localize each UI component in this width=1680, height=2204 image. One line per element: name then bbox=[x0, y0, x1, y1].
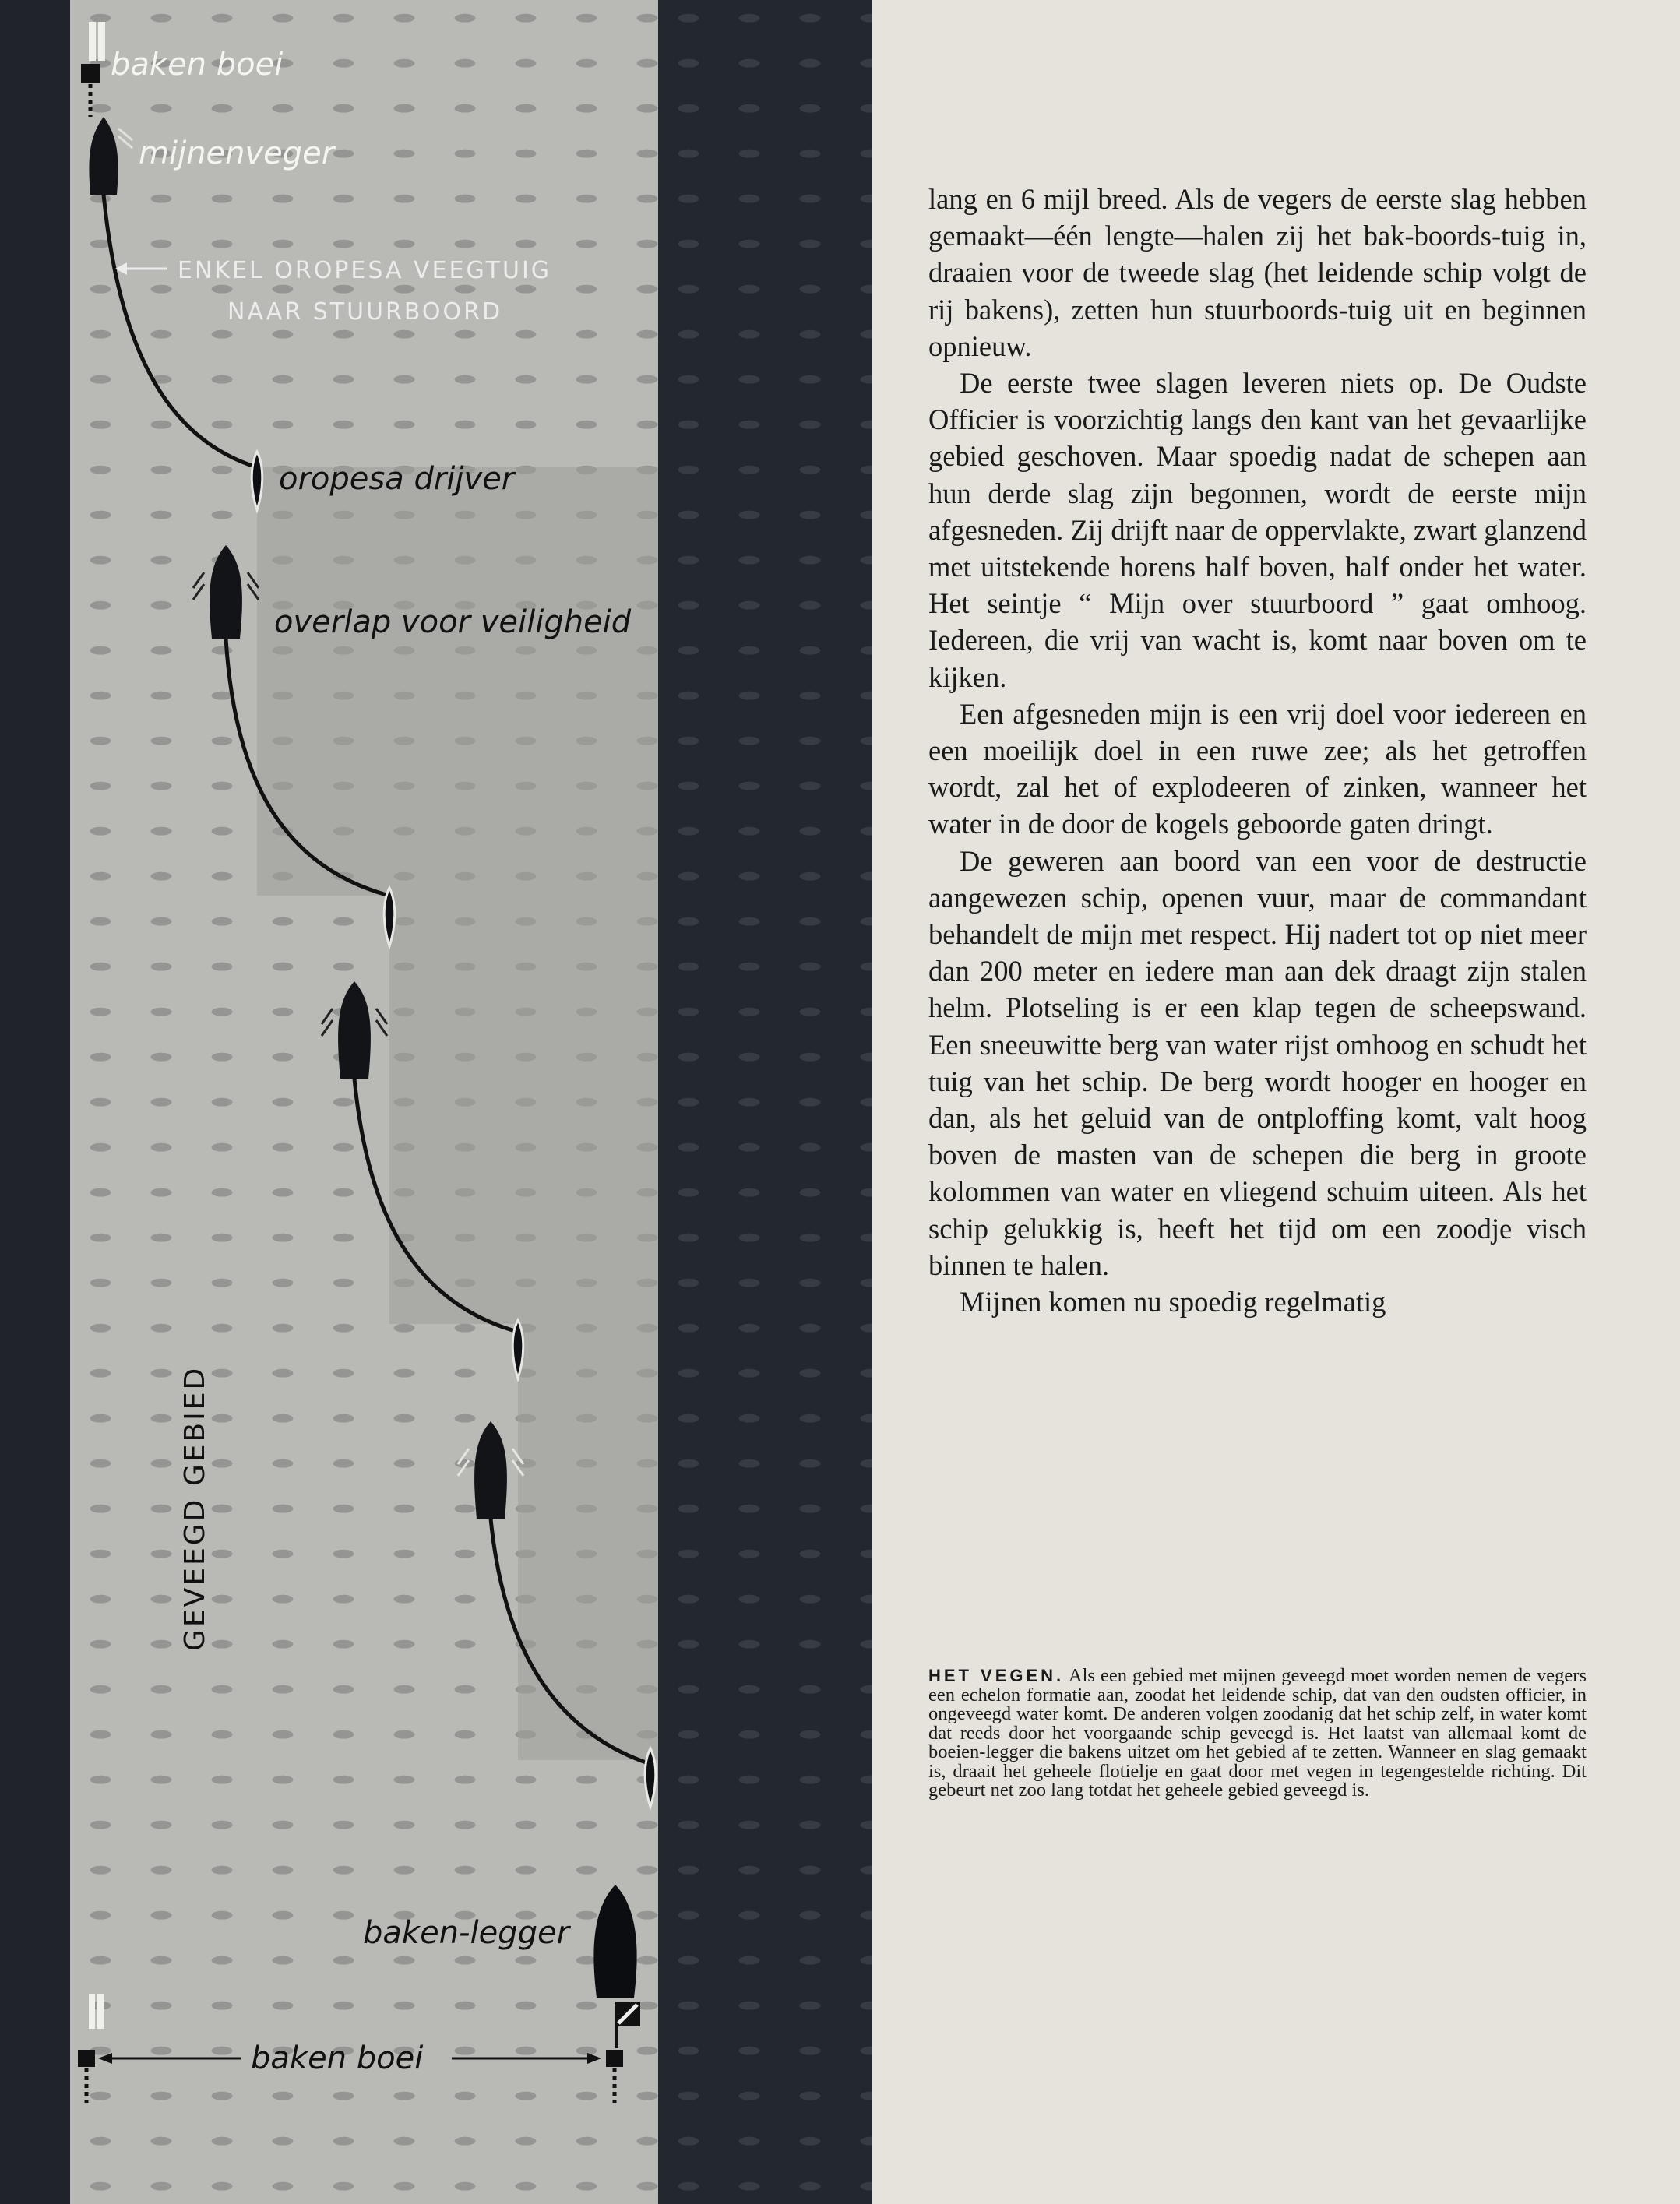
paragraph: Mijnen komen nu spoedig regelmatig bbox=[960, 1286, 1386, 1319]
text-page bbox=[872, 0, 1680, 2204]
minesweeper-label: mijnenveger bbox=[139, 136, 335, 171]
oropesa-float-icon bbox=[645, 1748, 656, 1807]
sweep-wire bbox=[104, 195, 257, 467]
bottom-buoy-label: baken boei bbox=[251, 2040, 424, 2076]
swept-area-shading bbox=[257, 467, 658, 1760]
buoy-layer-label: baken-legger bbox=[363, 1915, 570, 1951]
paragraph: De geweren aan boord van een voor de destructie aangewezen schip, openen vuur, maar de commandant behandelt de mijn met respect. Hij nadert tot op niet meer dan 200 meter en iedere man aan dek draagt zijn stalen helm. Plotseling is er een klap tegen de scheepswand. Een sneeuwitte berg van water rijst omhoog en schudt het tuig van het schip. De berg wordt hooger en hooger en dan, als het geluid van de ontploffing komt, valt hoog boven de masten van de schepen die berg in groote kolommen van water en vliegend schuim uiteen. Als het schip gelukkig is, heeft het tijd om een zoodje visch binnen te halen. bbox=[928, 844, 1587, 1281]
top-buoy-label: baken boei bbox=[111, 47, 284, 83]
bottom-left-buoy-icon bbox=[78, 1994, 104, 2103]
dimension-arrow-right bbox=[587, 2053, 601, 2064]
paragraph: lang en 6 mijl breed. Als de vegers de eerste slag hebben gemaakt—één lengte—halen zij het bak-boords-tuig in, draaien voor de tweede slag (het leidende schip volgt de rij bakens), zetten hun stuurboords-tuig uit en beginnen opnieuw. bbox=[928, 183, 1587, 362]
buoy-layer-ship-icon bbox=[593, 1885, 636, 1998]
bottom-right-buoy-icon bbox=[606, 2002, 640, 2103]
sweeper-ship-3-icon bbox=[322, 981, 387, 1079]
body-text bbox=[928, 181, 1587, 1320]
caption-title: HET VEGEN. bbox=[928, 1666, 1065, 1685]
sweeper-ship-4-icon bbox=[458, 1421, 523, 1519]
paragraph: Een afgesneden mijn is een vrij doel voor iedereen en een moeilijk doel in een ruwe zee; als het getroffen wordt, zal het of explodeeren of zinken, wanneer het water in de door de kogels geboorde gaten dringt. bbox=[928, 697, 1587, 840]
top-buoy-icon bbox=[81, 22, 105, 117]
dimension-arrow-left bbox=[98, 2053, 112, 2064]
overlap-label: overlap voor veiligheid bbox=[274, 604, 632, 640]
caption-text: Als een gebied met mijnen geveegd moet worden nemen de vegers een echelon formatie aan, zoodat het leidende schip, dat van den oudsten officier, in ongeveegd water komt. De anderen volgen zoodanig dat het schip zelf, in water komt dat reeds door het voorgaande schip geveegd is. Het laatst van allemaal komt de boeien-legger die bakens uitzet om het gebied af te zetten. Wanneer en slag gemaakt is, draait het geheele flotielje en gaat door met vegen in tegengestelde richting. Dit gebeurt net zoo lang totdat het geheele gebied geveegd is. bbox=[928, 1665, 1587, 1801]
float-label: oropesa drijver bbox=[279, 461, 515, 497]
sweeper-ship-2-icon bbox=[193, 545, 259, 639]
gear-label-line2: NAAR STUURBOORD bbox=[227, 298, 503, 326]
paragraph: De eerste twee slagen leveren niets op. De Oudste Officier is voorzichtig langs den kant van het gevaarlijke gebied geschoven. Maar spoedig nadat de schepen aan hun derde slag zijn begonnen, wordt de eerste mijn afgesneden. Zij drijft naar de oppervlakte, zwart glanzend met uitstekende horens half boven, half onder het water. Het seintje “ Mijn over stuurboord ” gaat omhoog. Iedereen, die vrij van wacht is, komt naar boven om te kijken. bbox=[928, 367, 1587, 693]
figure-caption bbox=[928, 1667, 1587, 1801]
minesweeper-ship-icon bbox=[89, 117, 132, 195]
gear-label-line1: ENKEL OROPESA VEEGTUIG bbox=[178, 257, 552, 284]
swept-area-label: GEVEEGD GEBIED bbox=[179, 1365, 211, 1651]
